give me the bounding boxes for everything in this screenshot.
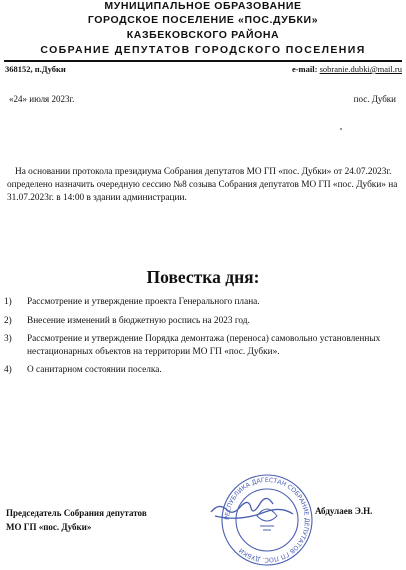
signatory-position-line: Председатель Собрания депутатов <box>6 508 147 518</box>
header-line-district: КАЗБЕКОВСКОГО РАЙОНА <box>126 29 280 41</box>
agenda-item <box>4 315 402 328</box>
document-date: «24» июля 2023г. <box>9 94 75 104</box>
agenda-item <box>4 364 402 377</box>
agenda-item-number: 4) <box>4 365 12 375</box>
postal-address: 368152, п.Дубки <box>5 64 66 74</box>
agenda-item-text: Внесение изменений в бюджетную роспись на 2023 год. <box>27 315 250 326</box>
agenda-list <box>4 296 402 383</box>
email-link[interactable]: sobranie.dubki@mail.ru <box>319 64 402 74</box>
email-label: e-mail: <box>291 64 318 74</box>
agenda-item-number: 1) <box>4 297 12 307</box>
header-divider <box>4 60 402 62</box>
signatory-position-line: МО ГП «пос. Дубки» <box>6 522 92 532</box>
agenda-item-text: Рассмотрение и утверждение проекта Генерального плана. <box>27 297 260 307</box>
agenda-title: Повестка дня: <box>146 267 260 287</box>
agenda-item-text: О санитарном состоянии поселка. <box>27 365 162 375</box>
agenda-item <box>4 333 402 358</box>
header-line-municipality: МУНИЦИПАЛЬНОЕ ОБРАЗОВАНИЕ <box>104 0 302 12</box>
speck <box>340 128 342 130</box>
intro-paragraph: На основании протокола президиума Собрания депутатов МО ГП «пос. Дубки» от 24.07.2023г. определено назначить очередную сессию №8 созыва Собрания депутатов МО ГП «пос. Дубки» на 31.07.2023г. в 14:00 в здании администрации. <box>7 167 398 204</box>
document-place: пос. Дубки <box>353 94 396 104</box>
stamp-emblem <box>257 509 277 530</box>
header-line-assembly: СОБРАНИЕ ДЕПУТАТОВ ГОРОДСКОГО ПОСЕЛЕНИЯ <box>40 44 366 56</box>
official-stamp-seal <box>205 470 315 570</box>
email-line <box>292 64 402 74</box>
header-line-settlement: ГОРОДСКОЕ ПОСЕЛЕНИЕ «ПОС.ДУБКИ» <box>87 14 319 26</box>
agenda-item-number: 3) <box>4 334 12 344</box>
stamp-ring-text: РЕСПУБЛИКА ДАГЕСТАН СОБРАНИЕ ДЕПУТАТОВ ГП ПОС. ДУБКИ <box>223 476 311 564</box>
agenda-item-number: 2) <box>4 315 12 326</box>
agenda-item-text: Рассмотрение и утверждение Порядка демонтажа (переноса) самовольно установленных нестационарных объектов на территории МО ГП «пос. Дубки». <box>27 334 381 357</box>
signatory-position <box>6 506 147 534</box>
signatory-name: Абдулаев Э.Н. <box>315 506 373 516</box>
stamp-graphic <box>211 475 312 565</box>
agenda-item <box>4 296 402 309</box>
